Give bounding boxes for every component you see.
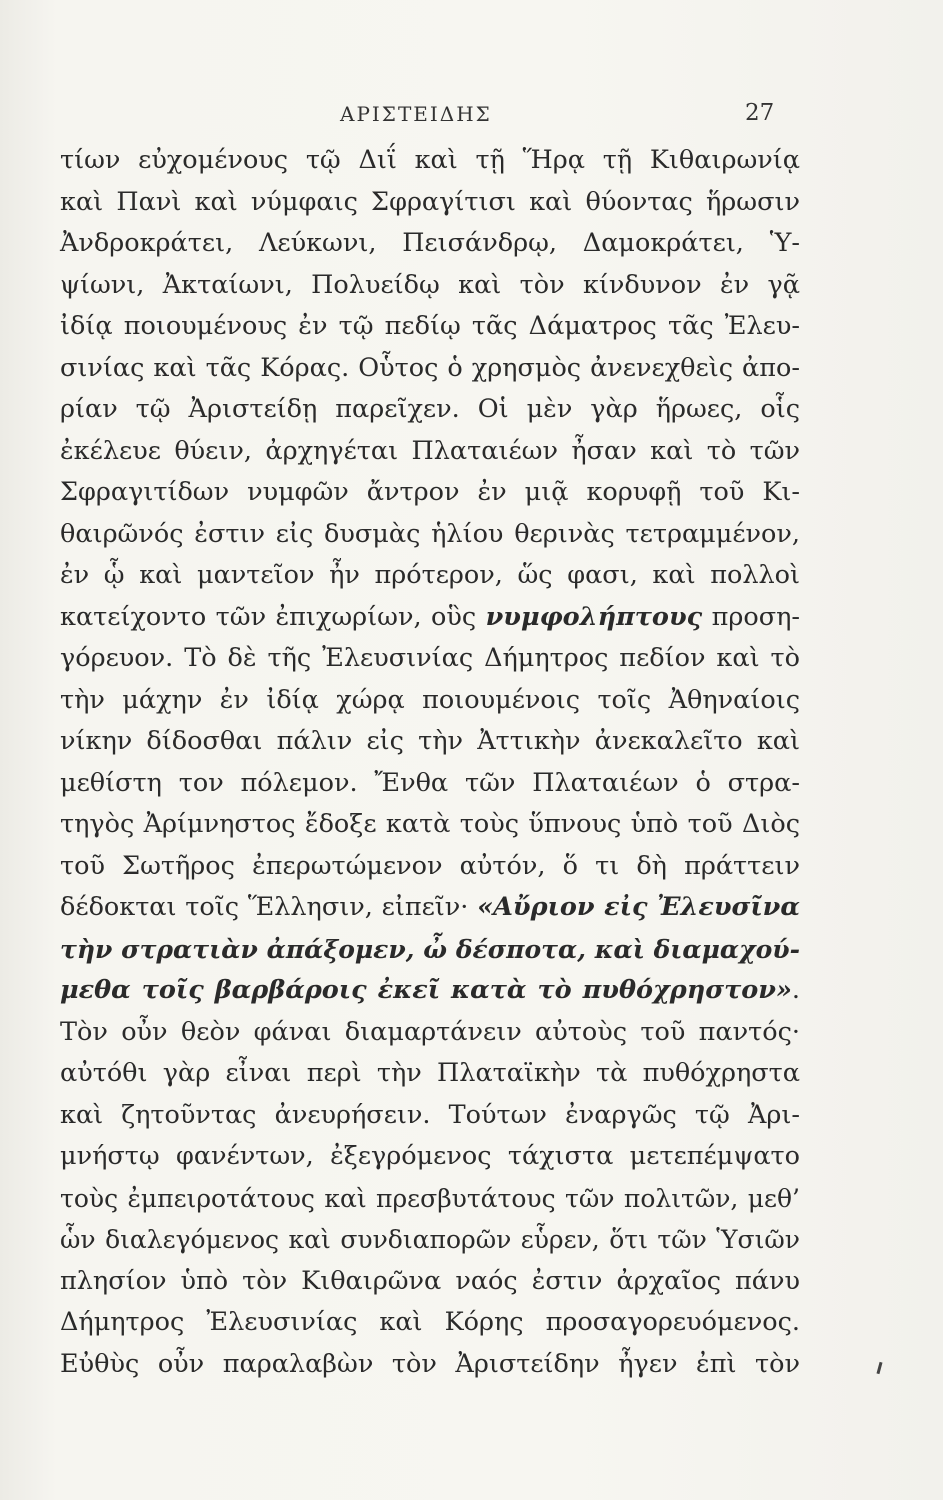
line-text: κατείχοντο τῶν ἐπιχωρίων, οὓς — [60, 601, 486, 632]
text-line — [60, 389, 800, 431]
text-line — [60, 1302, 800, 1344]
emphasized-text: «Αὔριον εἰς Ἐλευσῖνα — [477, 892, 801, 922]
text-line — [60, 680, 800, 722]
text-line — [60, 555, 800, 597]
text-line — [60, 514, 800, 556]
line-text: Τὸν οὖν θεὸν φάναι διαμαρτάνειν αὐτοὺς τοῦ παντός· — [60, 1016, 800, 1047]
line-text: γόρευον. Τὸ δὲ τῆς Ἐλευσινίας Δήμητρος πεδίον καὶ τὸ — [60, 643, 800, 673]
text-line — [60, 306, 800, 348]
text-line — [60, 265, 800, 307]
margin-mark — [876, 1362, 882, 1374]
line-text: σινίας καὶ τᾶς Κόρας. Οὗτος ὁ χρησμὸς ἀνενεχθεὶς ἀπο- — [60, 352, 800, 383]
header-title: ΑΡΙΣΤΕΙΔΗΣ — [340, 102, 492, 126]
text-line — [60, 1136, 800, 1178]
text-line — [60, 1178, 800, 1220]
line-text: Ἀνδροκράτει, Λεύκωνι, Πεισάνδρῳ, Δαμοκράτει, Ὑ- — [60, 228, 800, 258]
line-text: ὧν διαλεγόμενος καὶ συνδιαπορῶν εὗρεν, ὅτι τῶν Ὑσιῶν — [60, 1225, 800, 1254]
text-line — [60, 140, 800, 182]
line-text: ἐκέλευε θύειν, ἀρχηγέται Πλαταιέων ἦσαν καὶ τὸ τῶν — [60, 435, 800, 466]
text-line — [60, 431, 800, 473]
text-line — [60, 929, 800, 971]
line-text: τίων εὐχομένους τῷ Διΐ καὶ τῇ Ἥρᾳ τῇ Κιθαιρωνίᾳ — [60, 145, 800, 175]
line-text: μεθίστη τον πόλεμον. Ἔνθα τῶν Πλαταιέων ὁ στρα- — [60, 767, 800, 798]
text-line — [60, 1095, 800, 1137]
line-text: τὴν μάχην ἐν ἰδίᾳ χώρᾳ ποιουμένοις τοῖς Ἀθηναίοις — [60, 684, 800, 715]
line-text: θαιρῶνός ἐστιν εἰς δυσμὰς ἡλίου θερινὰς τετραμμένον, — [60, 518, 800, 549]
body-text — [60, 140, 800, 1385]
line-text: δέδοκται τοῖς Ἕλλησιν, εἰπεῖν· — [60, 892, 478, 922]
line-text: ψίωνι, Ἀκταίωνι, Πολυείδῳ καὶ τὸν κίνδυνον ἐν γᾷ — [60, 269, 800, 300]
text-line — [60, 970, 800, 1012]
text-line — [60, 348, 800, 390]
text-line — [60, 1219, 800, 1261]
line-text: τοῦ Σωτῆρος ἐπερωτώμενον αὐτόν, ὅ τι δὴ πράττειν — [60, 850, 800, 881]
line-text: . — [791, 975, 800, 1005]
text-line — [60, 1012, 800, 1054]
text-line — [60, 721, 800, 763]
text-line — [60, 1053, 800, 1095]
emphasized-text: νυμφολήπτους — [485, 601, 703, 632]
text-line — [60, 846, 800, 888]
text-line — [60, 1344, 800, 1386]
line-text: καὶ Πανὶ καὶ νύμφαις Σφραγίτισι καὶ θύοντας ἥρωσιν — [60, 186, 800, 217]
emphasized-text: μεθα τοῖς βαρβάροις ἐκεῖ κατὰ τὸ πυθόχρηστον» — [60, 975, 792, 1005]
line-text: ρίαν τῷ Ἀριστείδῃ παρεῖχεν. Οἱ μὲν γὰρ ἥρωες, οἷς — [60, 394, 800, 424]
text-line — [60, 1261, 800, 1303]
text-line — [60, 223, 800, 265]
line-text: Δήμητρος Ἐλευσινίας καὶ Κόρης προσαγορευόμενος. — [60, 1307, 800, 1337]
text-line — [60, 472, 800, 514]
line-text: νίκην δίδοσθαι πάλιν εἰς τὴν Ἀττικὴν ἀνεκαλεῖτο καὶ — [60, 726, 800, 756]
text-line — [60, 638, 800, 680]
line-text: ἐν ᾧ καὶ μαντεῖον ἦν πρότερον, ὥς φασι, καὶ πολλοὶ — [60, 560, 800, 590]
running-head — [0, 102, 943, 132]
line-text: τοὺς ἐμπειροτάτους καὶ πρεσβυτάτους τῶν πολιτῶν, μεθ’ — [60, 1183, 800, 1213]
text-line — [60, 804, 800, 846]
text-line — [60, 182, 800, 224]
line-text: τηγὸς Ἀρίμνηστος ἔδοξε κατὰ τοὺς ὕπνους ὑπὸ τοῦ Διὸς — [60, 809, 800, 839]
line-text: αὐτόθι γὰρ εἶναι περὶ τὴν Πλαταϊκὴν τὰ πυθόχρηστα — [60, 1058, 800, 1088]
line-text: πλησίον ὑπὸ τὸν Κιθαιρῶνα ναός ἐστιν ἀρχαῖος πάνυ — [60, 1265, 800, 1296]
text-line — [60, 763, 800, 805]
emphasized-text: τὴν στρατιὰν ἀπάξομεν, ὦ δέσποτα, καὶ διαμαχού- — [60, 934, 800, 964]
text-line — [60, 597, 800, 639]
line-text: Εὐθὺς οὖν παραλαβὼν τὸν Ἀριστείδην ἦγεν ἐπὶ τὸν — [60, 1348, 800, 1379]
line-text: προση- — [702, 601, 800, 632]
line-text: καὶ ζητοῦντας ἀνευρήσειν. Τούτων ἐναργῶς τῷ Ἀρι- — [60, 1099, 800, 1130]
text-line — [60, 887, 800, 929]
line-text: μνήστῳ φανέντων, ἐξεγρόμενος τάχιστα μετεπέμψατο — [60, 1141, 800, 1171]
page-number: 27 — [745, 100, 775, 126]
line-text: ἰδίᾳ ποιουμένους ἐν τῷ πεδίῳ τᾶς Δάματρος τᾶς Ἐλευ- — [60, 311, 800, 341]
line-text: Σφραγιτίδων νυμφῶν ἄντρον ἐν μιᾷ κορυφῇ τοῦ Κι- — [60, 477, 800, 507]
